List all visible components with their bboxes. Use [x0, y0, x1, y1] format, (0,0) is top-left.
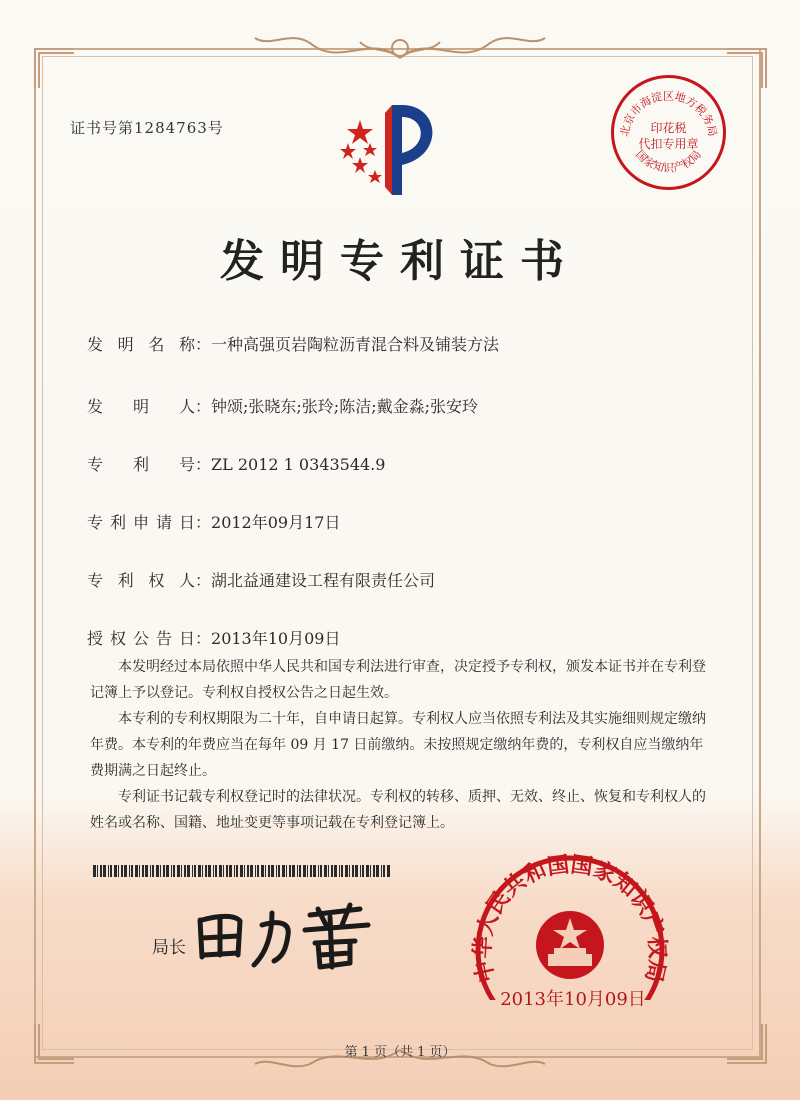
field-label: 专利权人	[87, 571, 195, 590]
barcode-bar	[213, 865, 214, 877]
barcode-bar	[250, 865, 253, 877]
corner-ornament	[727, 48, 767, 88]
barcode-bar	[297, 865, 298, 877]
barcode-bar	[331, 865, 333, 877]
barcode-bar	[271, 865, 274, 877]
barcode-bar	[163, 865, 165, 877]
barcode-bar	[142, 865, 144, 877]
barcode-bar	[349, 865, 350, 877]
barcode-bar	[131, 865, 133, 877]
national-emblem-icon	[536, 911, 604, 979]
barcode-bar	[373, 865, 375, 877]
barcode-bar	[93, 865, 96, 877]
barcode-bar	[192, 865, 193, 877]
barcode-bar	[355, 865, 358, 877]
barcode-bar	[289, 865, 291, 877]
barcode-bar	[370, 865, 371, 877]
tax-stamp-seal	[606, 70, 731, 195]
barcode	[93, 865, 393, 877]
barcode-bar	[383, 865, 385, 877]
barcode-bar	[118, 865, 119, 877]
barcode-bar	[352, 865, 354, 877]
tax-stamp-line-2: 代扣专用章	[638, 137, 699, 151]
field-patent-number: 专利号：ZL 2012 1 0343544.9	[87, 452, 385, 475]
barcode-bar	[310, 865, 312, 877]
barcode-bar	[219, 865, 222, 877]
field-invention-title: 发明名称：一种高强页岩陶粒沥青混合料及铺装方法	[87, 332, 499, 355]
barcode-bar	[244, 865, 245, 877]
barcode-bar	[139, 865, 140, 877]
barcode-bar	[208, 865, 211, 877]
barcode-bar	[205, 865, 207, 877]
barcode-bar	[184, 865, 186, 877]
barcode-bar	[299, 865, 301, 877]
barcode-bar	[276, 865, 277, 877]
field-label: 发明名称	[87, 335, 195, 354]
barcode-bar	[286, 865, 287, 877]
body-paragraph: 本专利的专利权期限为二十年，自申请日起算。专利权人应当依照专利法及其实施细则规定缴纳年费。本专利的年费应当在每年 09 月 17 日前缴纳。未按照规定缴纳年费的，专利权自应当缴纳年费期满之日起终止。	[90, 711, 706, 779]
field-value: 2012年09月17日	[211, 513, 341, 532]
field-application-date: 专利申请日：2012年09月17日	[87, 510, 340, 533]
barcode-bar	[324, 865, 327, 877]
field-value: 2013年10月09日	[211, 629, 341, 648]
field-patentee: 专利权人：湖北益通建设工程有限责任公司	[87, 568, 435, 591]
barcode-bar	[97, 865, 98, 877]
barcode-bar	[278, 865, 280, 877]
barcode-bar	[124, 865, 127, 877]
top-scroll-ornament	[250, 28, 550, 68]
certificate-number: 证书号第1284763号	[70, 119, 224, 137]
field-label: 授权公告日	[87, 629, 195, 648]
field-inventors: 发明人：钟颂;张晓东;张玲;陈洁;戴金淼;张安玲	[87, 394, 478, 417]
barcode-bar	[156, 865, 159, 877]
patent-office-logo	[330, 95, 450, 205]
barcode-bar	[152, 865, 154, 877]
corner-ornament	[34, 48, 74, 88]
barcode-bar	[282, 865, 285, 877]
barcode-bar	[376, 865, 379, 877]
barcode-bar	[341, 865, 343, 877]
barcode-bar	[234, 865, 235, 877]
barcode-bar	[114, 865, 117, 877]
barcode-bar	[110, 865, 112, 877]
field-label: 专利申请日	[87, 513, 195, 532]
field-label: 发明人	[87, 397, 195, 416]
barcode-bar	[194, 865, 196, 877]
barcode-bar	[360, 865, 361, 877]
barcode-bar	[334, 865, 337, 877]
barcode-bar	[171, 865, 172, 877]
barcode-bar	[339, 865, 340, 877]
barcode-bar	[236, 865, 238, 877]
field-value: 钟颂;张晓东;张玲;陈洁;戴金淼;张安玲	[211, 397, 478, 416]
barcode-bar	[261, 865, 264, 877]
barcode-bar	[257, 865, 259, 877]
svg-text:国家知识产权局	[633, 148, 704, 175]
barcode-bar	[150, 865, 151, 877]
director-signature	[190, 895, 380, 975]
barcode-bar	[121, 865, 123, 877]
certificate-body	[90, 654, 710, 836]
barcode-bar	[202, 865, 203, 877]
barcode-bar	[226, 865, 228, 877]
barcode-bar	[366, 865, 369, 877]
barcode-bar	[223, 865, 224, 877]
barcode-bar	[387, 865, 390, 877]
barcode-bar	[303, 865, 306, 877]
barcode-bar	[100, 865, 102, 877]
seal-date: 2013年10月09日	[500, 989, 646, 1010]
field-label: 专利号	[87, 455, 195, 474]
barcode-bar	[177, 865, 180, 877]
field-value: 一种高强页岩陶粒沥青混合料及铺装方法	[211, 335, 500, 354]
barcode-bar	[160, 865, 161, 877]
barcode-bar	[108, 865, 109, 877]
body-paragraph: 本发明经过本局依照中华人民共和国专利法进行审查，决定授予专利权，颁发本证书并在专利登记簿上予以登记。专利权自授权公告之日起生效。	[90, 659, 706, 701]
barcode-bar	[135, 865, 138, 877]
barcode-bar	[198, 865, 201, 877]
body-paragraph: 专利证书记载专利权登记时的法律状况。专利权的转移、质押、无效、终止、恢复和专利权人的姓名或名称、国籍、地址变更等事项记载在专利登记簿上。	[90, 789, 706, 831]
barcode-bar	[307, 865, 308, 877]
barcode-bar	[318, 865, 319, 877]
director-title: 局长	[152, 938, 186, 958]
field-grant-announcement-date: 授权公告日：2013年10月09日	[87, 626, 340, 649]
barcode-bar	[240, 865, 243, 877]
barcode-bar	[173, 865, 175, 877]
barcode-bar	[181, 865, 182, 877]
barcode-bar	[187, 865, 190, 877]
tax-stamp-arc-text: 北京市海淀区地方税务局	[617, 89, 720, 138]
tax-stamp-bottom-text: 国家知识产权局	[633, 147, 704, 175]
barcode-bar	[247, 865, 249, 877]
barcode-bar	[215, 865, 217, 877]
seal-arc-text: 中华人民共和国国家知识产权局	[470, 852, 670, 985]
barcode-bar	[345, 865, 348, 877]
barcode-bar	[313, 865, 316, 877]
barcode-bar	[381, 865, 382, 877]
field-value: 湖北益通建设工程有限责任公司	[211, 571, 436, 590]
tax-stamp-line-1: 印花税	[650, 121, 687, 135]
page-number: 第 1 页（共 1 页）	[344, 1045, 456, 1060]
barcode-bar	[328, 865, 329, 877]
barcode-bar	[229, 865, 232, 877]
barcode-bar	[103, 865, 106, 877]
barcode-bar	[362, 865, 364, 877]
field-value: ZL 2012 1 0343544.9	[211, 455, 386, 474]
document-title: 发明专利证书	[220, 236, 580, 287]
official-seal	[470, 850, 670, 1000]
barcode-bar	[320, 865, 322, 877]
barcode-bar	[265, 865, 266, 877]
barcode-bar	[292, 865, 295, 877]
barcode-bar	[129, 865, 130, 877]
barcode-bar	[145, 865, 148, 877]
barcode-bar	[255, 865, 256, 877]
barcode-bar	[268, 865, 270, 877]
barcode-bar	[166, 865, 169, 877]
